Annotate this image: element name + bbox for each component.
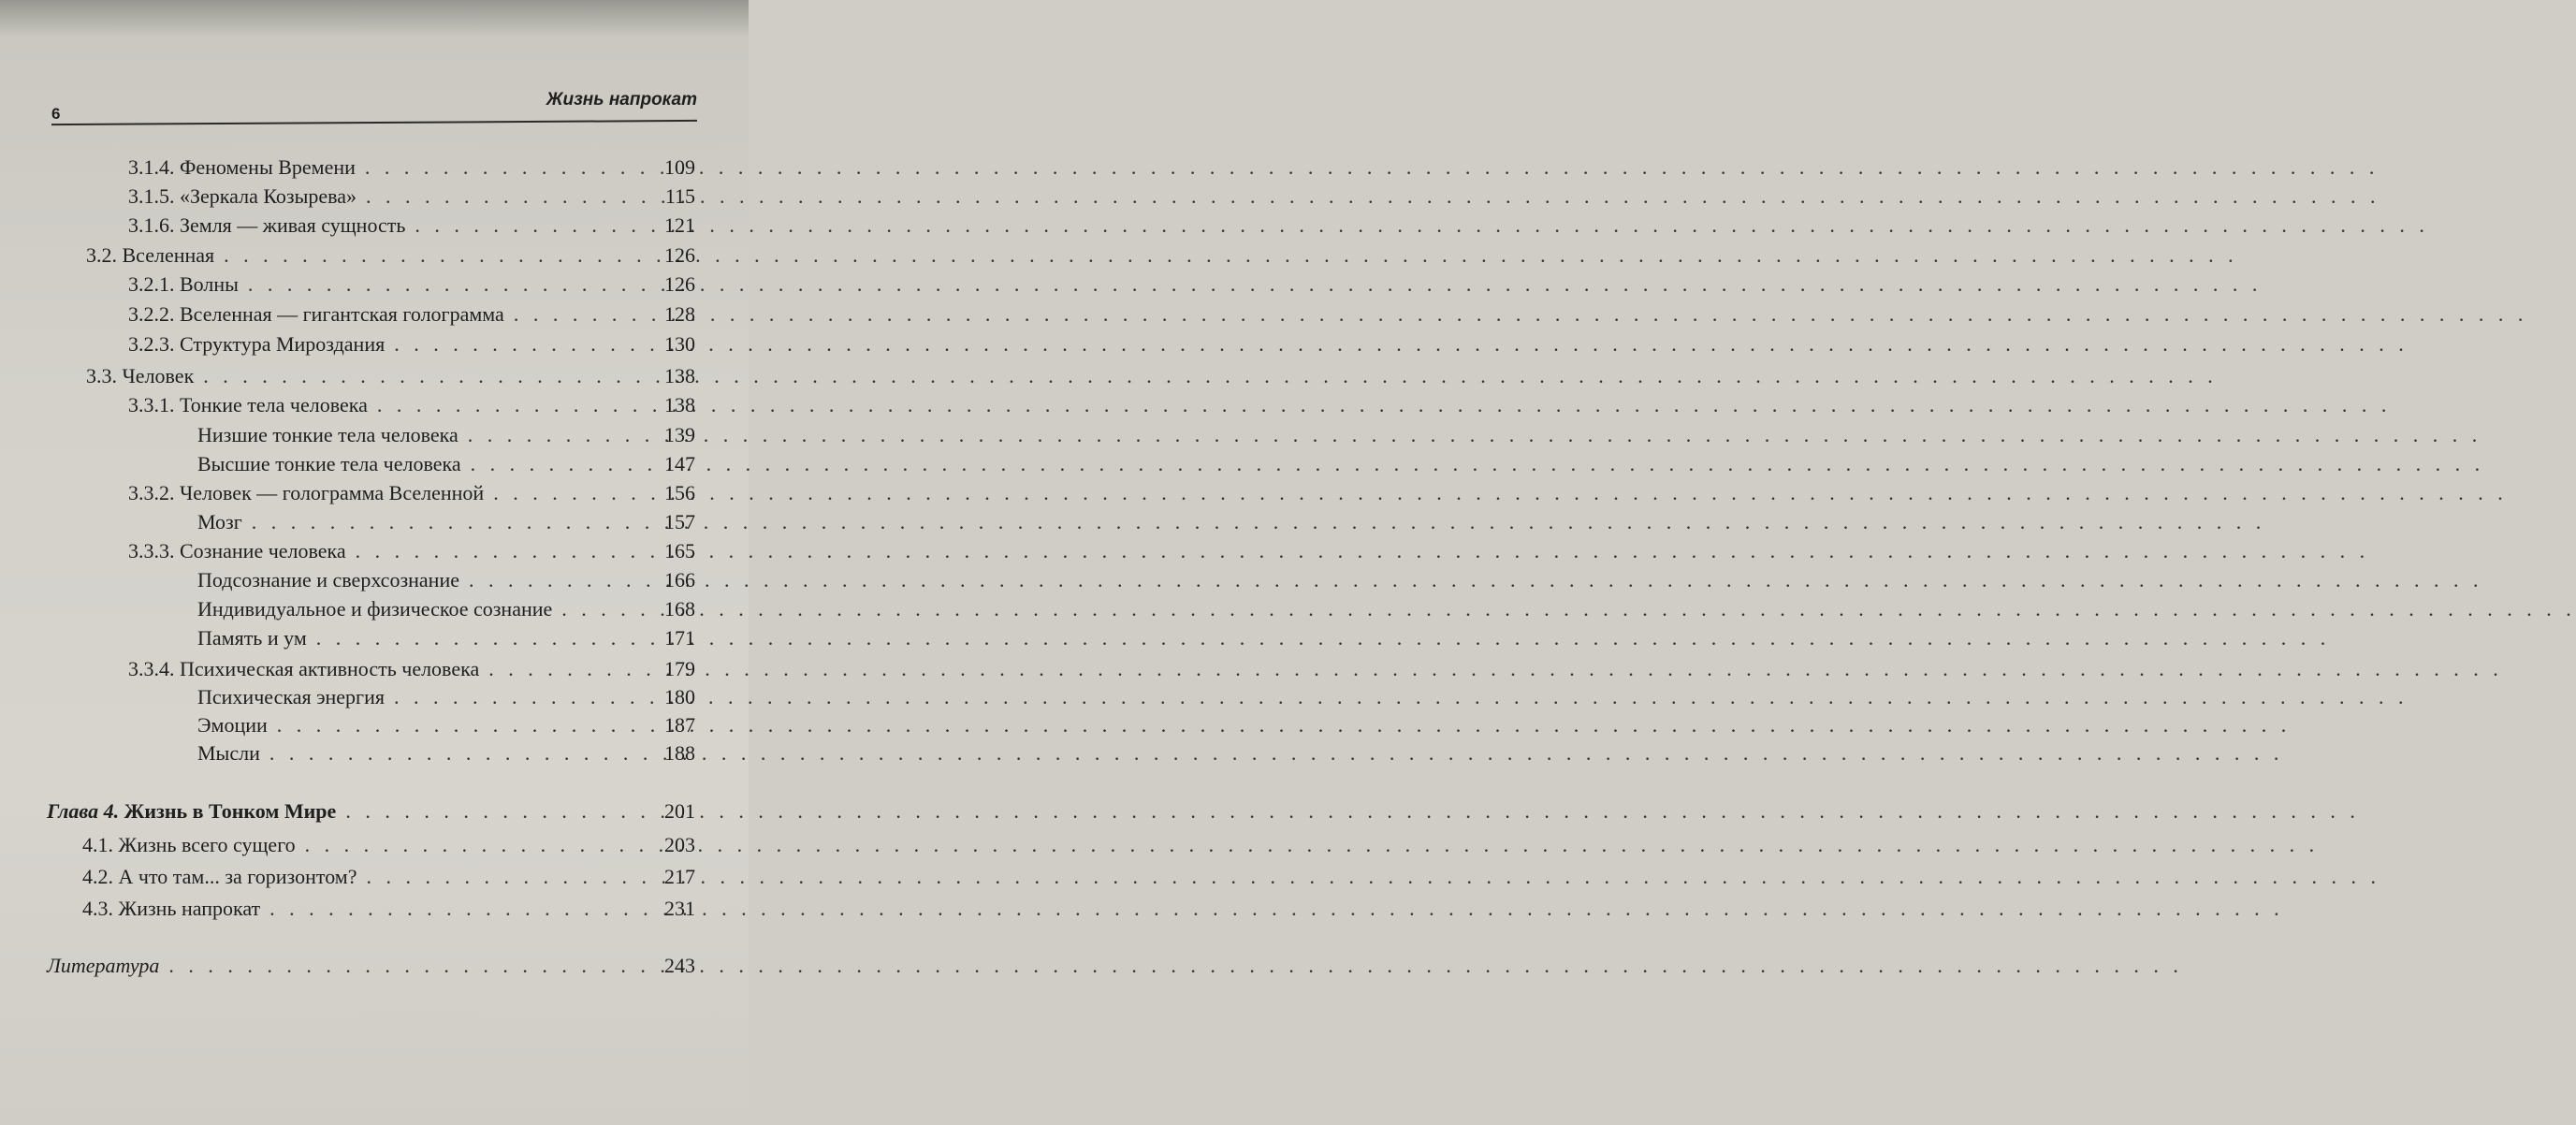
entry-page: 115: [664, 184, 695, 208]
leader-dots: [469, 565, 647, 595]
entry-title: Мозг: [197, 510, 242, 533]
page-edge-shadow: [0, 0, 749, 37]
entry-title: Человек — голограмма Вселенной: [180, 481, 485, 504]
header-rule: [51, 120, 697, 125]
entry-number: 3.1.4.: [128, 155, 175, 179]
entry-page: 243: [664, 954, 695, 977]
literature-title: Литература: [47, 954, 160, 977]
toc-entry: [128, 536, 695, 566]
entry-page: 138: [664, 364, 695, 387]
entry-page: 187: [664, 713, 695, 737]
toc-entry: [128, 300, 695, 329]
leader-dots: [277, 710, 647, 740]
toc-entry: [82, 894, 695, 924]
entry-number: 3.3.3.: [128, 539, 175, 562]
entry-title: Волны: [180, 272, 239, 296]
entry-title: Жизнь всего сущего: [118, 833, 296, 856]
chapter-title: Жизнь в Тонком Мире: [124, 799, 337, 823]
entry-page: 121: [664, 213, 695, 237]
leader-dots: [356, 536, 647, 566]
entry-page: 168: [664, 597, 695, 621]
entry-page: 109: [664, 155, 695, 179]
entry-number: 3.2.1.: [128, 272, 175, 296]
toc-entry: [82, 830, 695, 860]
entry-page: 130: [664, 332, 695, 356]
entry-title: Эмоции: [197, 713, 268, 737]
toc-entry: [128, 654, 695, 684]
leader-dots: [493, 478, 647, 508]
leader-dots: [269, 894, 647, 924]
toc-entry: [197, 449, 695, 479]
leader-dots: [415, 211, 647, 241]
leader-dots: [224, 241, 647, 270]
entry-title: Психическая активность человека: [180, 657, 480, 680]
entry-number: 4.3.: [82, 897, 113, 920]
entry-title: Вселенная — гигантская голограмма: [180, 302, 504, 326]
entry-title: Структура Мироздания: [180, 332, 386, 356]
toc-entry: [128, 478, 695, 508]
toc-entry: [128, 329, 695, 359]
entry-number: 4.2.: [82, 865, 113, 888]
leader-dots: [394, 682, 647, 712]
toc-entry: [197, 710, 695, 740]
leader-dots: [269, 738, 647, 768]
entry-title: Психическая энергия: [197, 685, 385, 709]
toc-entry: [197, 420, 695, 450]
entry-page: 217: [664, 865, 695, 888]
toc-entry: [128, 390, 695, 420]
leader-dots: [471, 449, 647, 479]
entry-page: 180: [664, 685, 695, 709]
entry-title: «Зеркала Козырева»: [180, 184, 357, 208]
entry-page: 171: [664, 626, 695, 650]
entry-title: Сознание человека: [180, 539, 346, 562]
entry-number: 3.1.5.: [128, 184, 175, 208]
entry-page: 201: [664, 799, 695, 823]
leader-dots: [316, 623, 647, 653]
entry-title: А что там... за горизонтом?: [118, 865, 357, 888]
entry-page: 188: [664, 741, 695, 765]
entry-page: 126: [664, 272, 695, 296]
entry-page: 139: [664, 423, 695, 446]
entry-title: Высшие тонкие тела человека: [197, 452, 461, 475]
entry-page: 126: [664, 243, 695, 267]
entry-number: 4.1.: [82, 833, 113, 856]
leader-dots: [248, 270, 647, 300]
toc-entry: [82, 862, 695, 892]
leader-dots: [203, 361, 647, 391]
toc-entry: [197, 682, 695, 712]
leader-dots: [377, 390, 647, 420]
toc-entry: [86, 361, 695, 391]
leader-dots: [366, 862, 647, 892]
entry-page: 147: [664, 452, 695, 475]
entry-title: Мысли: [197, 741, 260, 765]
entry-page: 179: [664, 657, 695, 680]
entry-title: Память и ум: [197, 626, 307, 650]
entry-page: 156: [664, 481, 695, 504]
toc-entry: [128, 153, 695, 183]
toc-entry: [197, 507, 695, 537]
leader-dots: [252, 507, 647, 537]
entry-title: Тонкие тела человека: [180, 393, 368, 416]
toc-literature-entry: [47, 951, 695, 981]
leader-dots: [366, 182, 647, 212]
entry-title: Феномены Времени: [180, 155, 356, 179]
entry-number: 3.3.: [86, 364, 117, 387]
book-page: [0, 0, 749, 1125]
chapter-number: Глава 4.: [47, 799, 120, 823]
entry-title: Индивидуальное и физическое сознание: [197, 597, 553, 621]
leader-dots: [561, 594, 647, 624]
entry-title: Человек: [122, 364, 195, 387]
toc-entry: [197, 594, 695, 624]
toc-entry: [128, 182, 695, 212]
entry-page: 128: [664, 302, 695, 326]
entry-number: 3.3.1.: [128, 393, 175, 416]
entry-page: 138: [664, 393, 695, 416]
leader-dots: [488, 654, 647, 684]
entry-title: Жизнь напрокат: [118, 897, 261, 920]
toc-chapter-entry: [47, 796, 695, 826]
entry-title: Вселенная: [122, 243, 215, 267]
toc-entry: [128, 270, 695, 300]
entry-number: 3.2.2.: [128, 302, 175, 326]
page-number: 6: [51, 105, 61, 123]
leader-dots: [365, 153, 647, 183]
toc-entry: [128, 211, 695, 241]
entry-number: 3.2.3.: [128, 332, 175, 356]
toc-entry: [197, 565, 695, 595]
entry-page: 165: [664, 539, 695, 562]
entry-number: 3.1.6.: [128, 213, 175, 237]
entry-number: 3.3.4.: [128, 657, 175, 680]
entry-title: Земля — живая сущность: [180, 213, 406, 237]
entry-page: 157: [664, 510, 695, 533]
toc-entry: [86, 241, 695, 270]
leader-dots: [305, 830, 647, 860]
entry-page: 203: [664, 833, 695, 856]
leader-dots: [345, 796, 647, 826]
leader-dots: [468, 420, 647, 450]
leader-dots: [168, 951, 647, 981]
entry-page: 166: [664, 568, 695, 592]
entry-page: 231: [664, 897, 695, 920]
entry-title: Подсознание и сверхсознание: [197, 568, 459, 592]
page-header: [51, 90, 697, 127]
running-title: Жизнь напрокат: [546, 90, 697, 110]
entry-title: Низшие тонкие тела человека: [197, 423, 458, 446]
leader-dots: [514, 300, 647, 329]
toc-entry: [197, 623, 695, 653]
entry-number: 3.2.: [86, 243, 117, 267]
entry-number: 3.3.2.: [128, 481, 175, 504]
toc-entry: [197, 738, 695, 768]
leader-dots: [394, 329, 647, 359]
